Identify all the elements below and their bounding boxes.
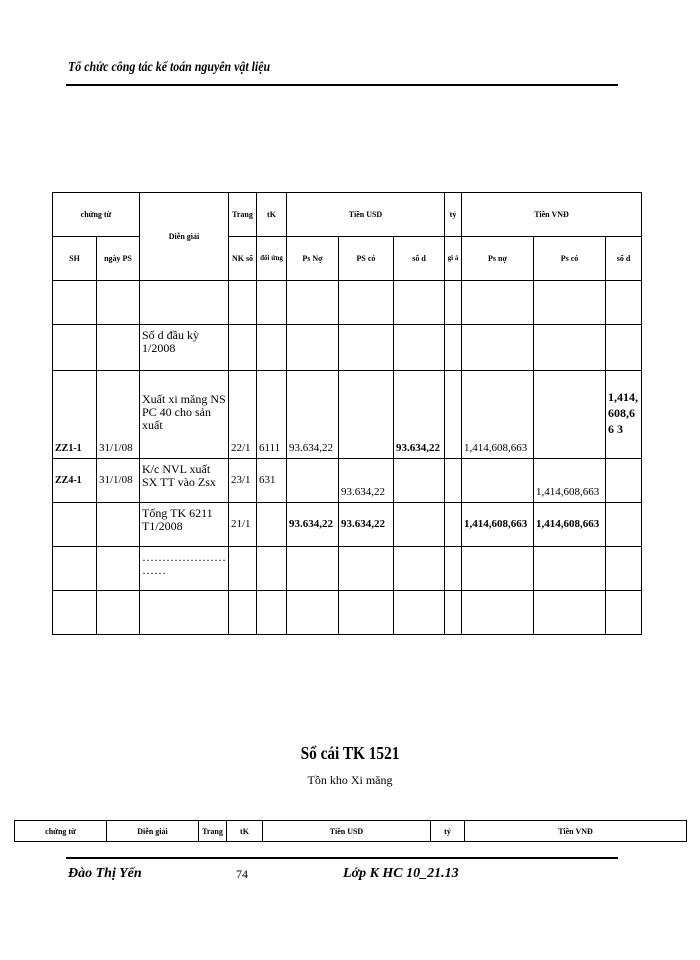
table-row	[53, 503, 642, 547]
cell-ngay: 31/1/08	[97, 459, 140, 503]
cell-usd-no	[287, 281, 339, 325]
cell-tk	[257, 325, 287, 371]
cell-trang	[229, 281, 257, 325]
cell-ngay	[97, 325, 140, 371]
header-ps-no-vnd: Ps nợ	[462, 237, 534, 281]
cell-trang	[229, 591, 257, 635]
cell-trang	[229, 325, 257, 371]
cell-vnd-du	[606, 503, 642, 547]
cell-trang: 21/1	[229, 503, 257, 547]
cell-ty	[445, 459, 462, 503]
cell-vnd-du	[606, 547, 642, 591]
page-header-title: Tổ chức công tác kế toán nguyên vật liệu	[68, 60, 271, 75]
cell-ty	[445, 281, 462, 325]
table-row	[53, 325, 642, 371]
header-so-du-vnd: số d	[606, 237, 642, 281]
table-row	[53, 591, 642, 635]
table-row	[53, 371, 642, 459]
cell-vnd-no	[462, 325, 534, 371]
cell-tk	[257, 281, 287, 325]
cell-vnd-no: 1,414,608,663	[462, 371, 534, 459]
cell-trang: 22/1	[229, 371, 257, 459]
header-ty: tỷ	[445, 193, 462, 237]
cell-usd-no: 93.634,22	[287, 371, 339, 459]
cell-ngay: 31/1/08	[97, 371, 140, 459]
header-rule	[66, 84, 618, 86]
cell-tk	[257, 503, 287, 547]
cell-tk	[257, 591, 287, 635]
ledger-subtitle: Tồn kho Xi măng	[307, 773, 393, 787]
ledger-table	[52, 192, 642, 635]
cell-ty	[445, 371, 462, 459]
header-ps-co-usd: PS có	[339, 237, 394, 281]
cell-vnd-co	[534, 281, 606, 325]
header-gia: gi á	[445, 237, 462, 281]
cell-vnd-no	[462, 591, 534, 635]
table-row	[53, 459, 642, 503]
footer-author: Đào Thị Yến	[68, 866, 142, 881]
cell-sh	[53, 547, 97, 591]
cell-usd-no: 93.634,22	[287, 503, 339, 547]
header-tien-usd: Tiền USD	[287, 193, 445, 237]
cell-usd-du	[394, 591, 445, 635]
cell-ty	[445, 503, 462, 547]
cell-usd-no	[287, 459, 339, 503]
cell-desc: K/c NVL xuất SX TT vào Zsx	[140, 459, 229, 503]
cell-usd-du	[394, 459, 445, 503]
ledger2-header-table	[14, 820, 687, 842]
ledger2-header-trang: Trang	[199, 821, 227, 842]
ledger2-header-tk: tK	[227, 821, 263, 842]
footer-rule	[66, 857, 618, 859]
cell-usd-co	[339, 325, 394, 371]
cell-vnd-du	[606, 325, 642, 371]
header-chung-tu: chứng từ	[53, 193, 140, 237]
cell-desc: Tổng TK 6211 T1/2008	[140, 503, 229, 547]
header-trang: Trang	[229, 193, 257, 237]
cell-vnd-no: 1,414,608,663	[462, 503, 534, 547]
cell-vnd-no	[462, 459, 534, 503]
cell-vnd-no	[462, 281, 534, 325]
cell-vnd-no	[462, 547, 534, 591]
cell-usd-co	[339, 281, 394, 325]
ledger-title: Sổ cái TK 1521	[300, 743, 400, 763]
cell-sh	[53, 503, 97, 547]
table-row	[53, 547, 642, 591]
cell-ty	[445, 591, 462, 635]
footer-class: Lớp K HC 10_21.13	[343, 866, 459, 881]
cell-ngay	[97, 547, 140, 591]
cell-vnd-co	[534, 325, 606, 371]
cell-vnd-co: 1,414,608,663	[534, 503, 606, 547]
table-row	[53, 281, 642, 325]
cell-sh: ZZ1-1	[53, 371, 97, 459]
cell-usd-du	[394, 281, 445, 325]
footer-page-number: 74	[236, 867, 248, 881]
ledger2-header-ty: tỷ	[431, 821, 465, 842]
cell-trang: 23/1	[229, 459, 257, 503]
cell-vnd-du	[606, 459, 642, 503]
cell-tk: 6111	[257, 371, 287, 459]
cell-usd-du	[394, 503, 445, 547]
ledger2-header-chung-tu: chứng từ	[15, 821, 107, 842]
cell-usd-du	[394, 547, 445, 591]
cell-sh	[53, 325, 97, 371]
ledger2-header-dien-giai: Diễn giải	[107, 821, 199, 842]
cell-tk: 631	[257, 459, 287, 503]
header-sh: SH	[53, 237, 97, 281]
header-tien-vnd: Tiền VNĐ	[462, 193, 642, 237]
header-doi-ung: đối ứng	[257, 237, 287, 281]
cell-ngay	[97, 591, 140, 635]
cell-trang	[229, 547, 257, 591]
header-nk-so: NK số	[229, 237, 257, 281]
cell-desc	[140, 281, 229, 325]
ledger2-header-tien-usd: Tiền USD	[263, 821, 431, 842]
cell-desc: ………………… ……	[140, 547, 229, 591]
cell-usd-co	[339, 591, 394, 635]
cell-ngay	[97, 503, 140, 547]
header-dien-giai: Diễn giải	[140, 193, 229, 281]
cell-vnd-du: 1,414, 608,66 3	[606, 371, 642, 459]
cell-vnd-co	[534, 547, 606, 591]
cell-desc	[140, 591, 229, 635]
header-tk: tK	[257, 193, 287, 237]
cell-vnd-co	[534, 591, 606, 635]
cell-usd-no	[287, 591, 339, 635]
cell-ty	[445, 547, 462, 591]
cell-vnd-co	[534, 371, 606, 459]
cell-ngay	[97, 281, 140, 325]
cell-desc: Xuất xi măng NS PC 40 cho sản xuất	[140, 371, 229, 459]
cell-sh: ZZ4-1	[53, 459, 97, 503]
cell-sh	[53, 281, 97, 325]
cell-tk	[257, 547, 287, 591]
cell-usd-du	[394, 325, 445, 371]
header-ps-no-usd: Ps Nợ	[287, 237, 339, 281]
header-so-du-usd: số d	[394, 237, 445, 281]
cell-usd-co	[339, 547, 394, 591]
cell-vnd-du	[606, 281, 642, 325]
cell-vnd-co: 1,414,608,663	[534, 459, 606, 503]
cell-usd-no	[287, 547, 339, 591]
header-ps-co-vnd: Ps có	[534, 237, 606, 281]
cell-vnd-du	[606, 591, 642, 635]
cell-usd-co: 93.634,22	[339, 503, 394, 547]
cell-ty	[445, 325, 462, 371]
cell-usd-co	[339, 371, 394, 459]
cell-usd-co: 93.634,22	[339, 459, 394, 503]
cell-sh	[53, 591, 97, 635]
cell-usd-du: 93.634,22	[394, 371, 445, 459]
ledger2-header-tien-vnd: Tiền VNĐ	[465, 821, 687, 842]
cell-usd-no	[287, 325, 339, 371]
cell-desc: Số d đầu kỳ 1/2008	[140, 325, 229, 371]
header-ngay-ps: ngày PS	[97, 237, 140, 281]
